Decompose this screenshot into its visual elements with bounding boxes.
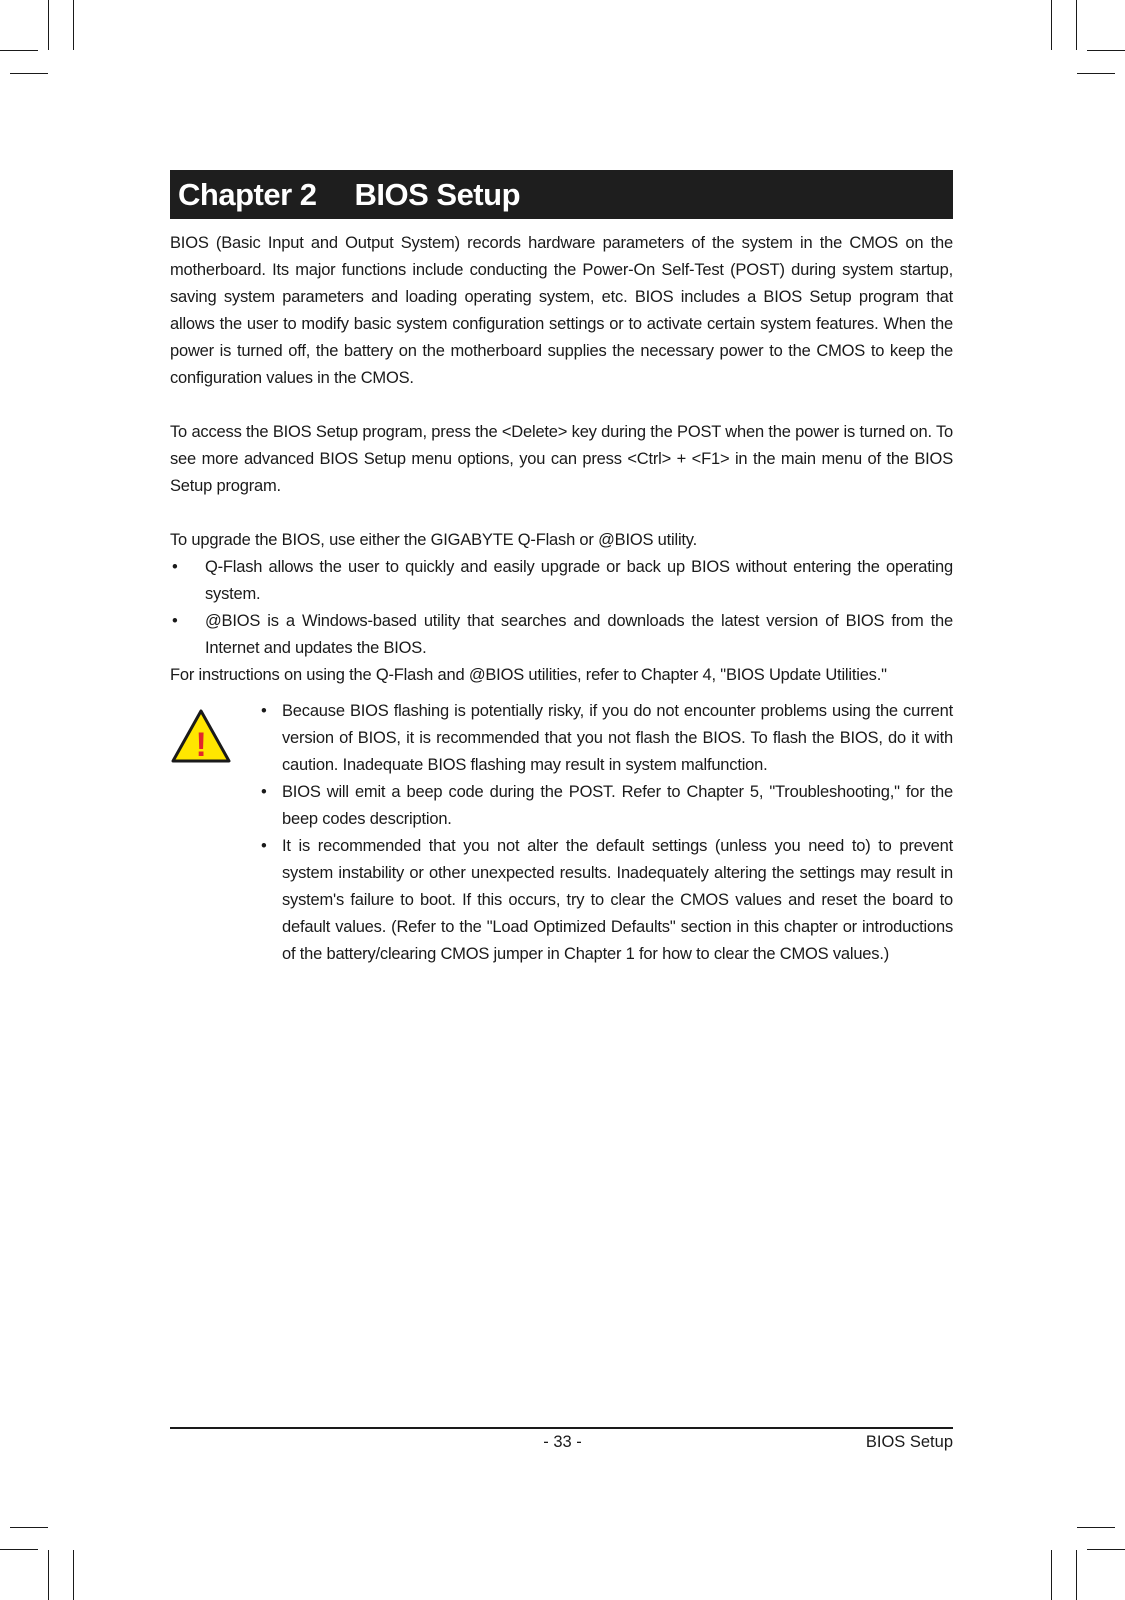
intro-paragraph-2: To access the BIOS Setup program, press the <Delete> key during the POST when the power is turned on. To see more advanced BIOS Setup menu options, you can press <Ctrl> + <F1> in the main menu of the BIOS Setup program.: [170, 423, 953, 495]
crop-mark: [1077, 73, 1115, 74]
warning-triangle-icon: [170, 708, 232, 764]
list-item-text: Because BIOS flashing is potentially risky, if you do not encounter problems using the current version of BIOS, it is recommended that you not flash the BIOS. To flash the BIOS, do it with caution. Inadequate BIOS flashing may result in system malfunction.: [282, 702, 953, 774]
crop-mark: [1076, 1550, 1077, 1600]
footer-rule: [170, 1427, 953, 1429]
caution-block: [170, 698, 953, 968]
crop-mark: [48, 0, 49, 50]
crop-mark: [1087, 50, 1125, 51]
warning-mark: !: [195, 726, 207, 764]
intro-paragraph-1: BIOS (Basic Input and Output System) records hardware parameters of the system in the CMOS on the motherboard. Its major functions include conducting the Power-On Self-Test (POST) during system startup, saving system parameters and loading operating system, etc. BIOS includes a BIOS Setup program that allows the user to modify basic system configuration settings or to activate certain system features. When the power is turned off, the battery on the motherboard supplies the necessary power to the CMOS to keep the configuration values in the CMOS.: [170, 234, 953, 387]
crop-mark: [0, 50, 38, 51]
crop-mark: [10, 1527, 48, 1528]
crop-mark: [1051, 1550, 1052, 1600]
crop-mark: [1087, 1549, 1125, 1550]
list-item-text: It is recommended that you not alter the default settings (unless you need to) to prevent system instability or other unexpected results. Inadequately altering the settings may result in system's failure to boot. If this occurs, try to clear the CMOS values and reset the board to default values. (Refer to the "Load Optimized Defaults" section in this chapter or introductions of the battery/clearing CMOS jumper in Chapter 1 for how to clear the CMOS values.): [282, 837, 953, 963]
bullet-icon: •: [172, 558, 178, 576]
upgrade-intro: To upgrade the BIOS, use either the GIGABYTE Q-Flash or @BIOS utility.: [170, 531, 698, 549]
crop-mark: [1076, 0, 1077, 50]
chapter-title: BIOS Setup: [354, 177, 520, 212]
upgrade-options-list: [170, 554, 953, 662]
list-item-text: BIOS will emit a beep code during the POST. Refer to Chapter 5, "Troubleshooting," for the beep codes description.: [282, 783, 953, 828]
crop-mark: [0, 1549, 38, 1550]
list-item: [261, 698, 953, 779]
bullet-icon: •: [172, 612, 178, 630]
bullet-icon: •: [261, 783, 267, 801]
list-item-text: Q-Flash allows the user to quickly and easily upgrade or back up BIOS without entering the operating system.: [205, 558, 953, 603]
list-item: [170, 608, 953, 662]
list-item: [170, 554, 953, 608]
bullet-icon: •: [261, 702, 267, 720]
chapter-header: [170, 170, 953, 219]
crop-mark: [1077, 1527, 1115, 1528]
crop-mark: [10, 73, 48, 74]
chapter-body: [170, 230, 953, 968]
page-number: - 33 -: [543, 1433, 582, 1451]
crop-mark: [73, 1550, 74, 1600]
crop-mark: [48, 1550, 49, 1600]
list-item: [261, 833, 953, 968]
bullet-icon: •: [261, 837, 267, 855]
footer-section-title: BIOS Setup: [865, 1433, 953, 1451]
crop-mark: [1051, 0, 1052, 50]
list-item: [261, 779, 953, 833]
instructions-text: For instructions on using the Q-Flash and @BIOS utilities, refer to Chapter 4, "BIOS Update Utilities.": [170, 666, 887, 684]
caution-list: [170, 698, 953, 968]
crop-mark: [73, 0, 74, 50]
chapter-label: Chapter 2: [178, 177, 317, 212]
list-item-text: @BIOS is a Windows-based utility that searches and downloads the latest version of BIOS from the Internet and updates the BIOS.: [205, 612, 953, 657]
